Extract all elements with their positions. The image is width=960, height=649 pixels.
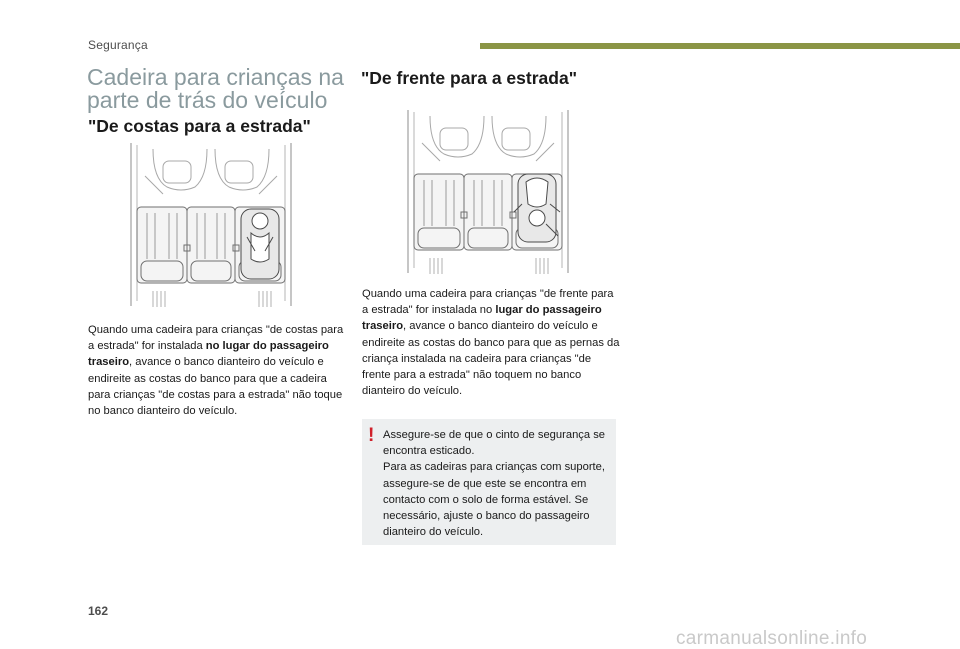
rear-facing-emphasis: no lugar do passageiro traseiro <box>88 340 329 369</box>
forward-facing-emphasis: lugar do passageiro traseiro <box>362 304 602 333</box>
rear-facing-instructions: Quando uma cadeira para crianças "de costas para a estrada" for instalada no lugar do passageiro traseiro, avance o banco dianteiro do veículo e endireite as costas do banco para que a cadeira para crianças "de costas para a estrada" não toque no banco dianteiro do veículo. <box>88 324 344 418</box>
exclamation-icon: ! <box>368 425 375 446</box>
front-seats <box>145 149 277 194</box>
rear-facing-seat-illustration <box>123 141 299 313</box>
page-title-line2: parte de trás do veículo <box>87 87 328 113</box>
section-label: Segurança <box>88 38 148 52</box>
floor-hatching <box>430 258 548 274</box>
child-seat-forward-facing <box>514 174 560 242</box>
warning-text <box>383 427 611 540</box>
page-title-line1: Cadeira para crianças na <box>87 64 344 90</box>
forward-facing-seat-illustration <box>400 108 576 280</box>
warning-para-1: Assegure-se de que o cinto de segurança se encontra esticado. <box>383 429 606 458</box>
page-title <box>87 66 357 112</box>
rear-facing-heading: "De costas para a estrada" <box>88 116 311 136</box>
page-number: 162 <box>88 604 109 618</box>
warning-para-2: Para as cadeiras para crianças com suporte, assegure-se de que este se encontra em contacto com o solo de forma estável. Se necessário, ajuste o banco do passageiro dianteiro do veículo. <box>383 461 605 539</box>
child-seat-rear-facing <box>241 209 279 279</box>
forward-facing-heading: "De frente para a estrada" <box>361 68 577 88</box>
floor-hatching <box>153 291 271 307</box>
forward-facing-instructions: Quando uma cadeira para crianças "de frente para a estrada" for instalada no lugar do passageiro traseiro, avance o banco dianteiro do veículo e endireite as costas do banco para que as pernas da criança instalada na cadeira para crianças "de frente para a estrada" não toquem no banco dianteiro do veículo. <box>362 288 620 398</box>
front-seats <box>422 116 554 161</box>
watermark: carmanualsonline.info <box>676 628 868 649</box>
section-accent-bar <box>480 43 960 49</box>
